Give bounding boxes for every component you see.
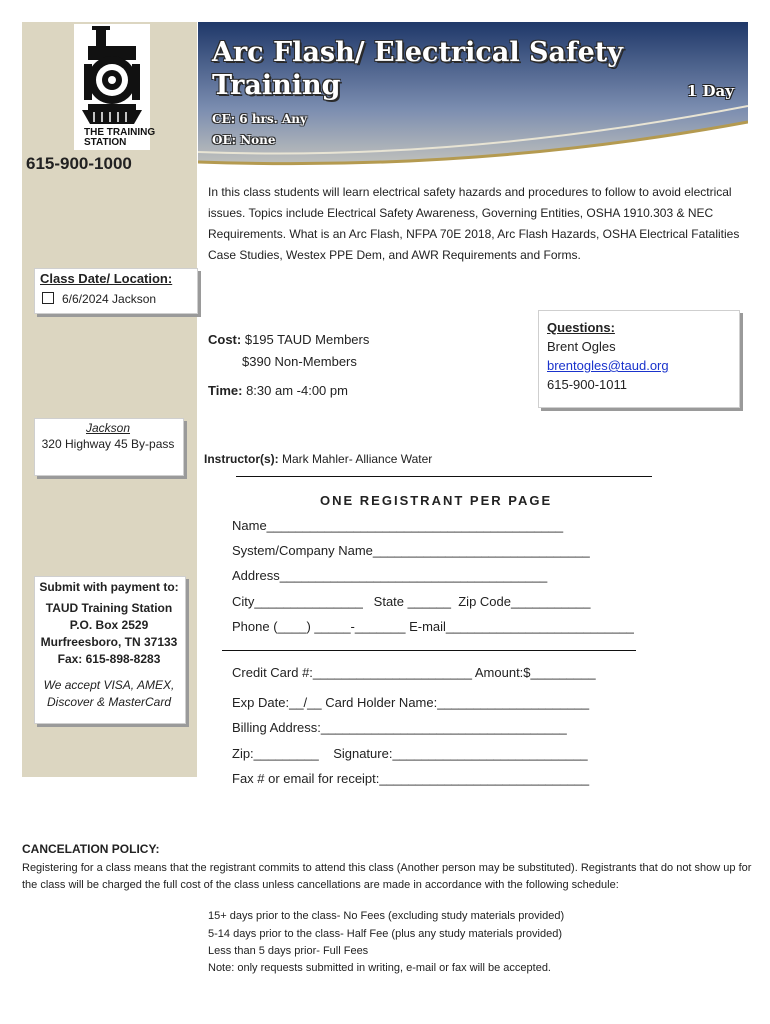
zip-signature-field[interactable]: Zip:_________ Signature:___________________________ bbox=[232, 746, 588, 761]
class-date-title: Class Date/ Location: bbox=[40, 271, 173, 286]
location-name: Jackson bbox=[85, 421, 131, 435]
registration-title: ONE REGISTRANT PER PAGE bbox=[320, 493, 553, 508]
divider bbox=[236, 476, 652, 477]
schedule-item: Less than 5 days prior- Full Fees bbox=[208, 945, 369, 957]
phone-email-field[interactable]: Phone (____) _____-_______ E-mail__________________________ bbox=[232, 619, 634, 634]
ce-hours: CE: 6 hrs. Any bbox=[212, 112, 307, 126]
contact-phone: 615-900-1011 bbox=[547, 377, 627, 392]
cost-members: Cost: $195 TAUD Members bbox=[208, 332, 370, 347]
fax-email-receipt-field[interactable]: Fax # or email for receipt:_____________________________ bbox=[232, 771, 590, 786]
submit-city: Murfreesboro, TN 37133 bbox=[40, 635, 178, 649]
questions-title: Questions: bbox=[547, 320, 615, 335]
name-field[interactable]: Name_________________________________________ bbox=[232, 518, 564, 533]
accepted-cards-line2: Discover & MasterCard bbox=[46, 695, 172, 709]
logo-text: THE TRAINING STATION bbox=[84, 127, 156, 148]
accepted-cards-line1: We accept VISA, AMEX, bbox=[43, 678, 175, 692]
duration-label: 1 Day bbox=[686, 82, 734, 100]
submit-pobox: P.O. Box 2529 bbox=[69, 618, 149, 632]
class-date-item[interactable]: 6/6/2024 Jackson bbox=[42, 292, 156, 306]
cost-non-members: $390 Non-Members bbox=[242, 354, 357, 369]
page-title: Arc Flash/ Electrical Safety Training bbox=[212, 37, 623, 101]
contact-name: Brent Ogles bbox=[547, 339, 616, 354]
billing-address-field[interactable]: Billing Address:__________________________________ bbox=[232, 720, 567, 735]
contact-email-link[interactable]: brentogles@taud.org bbox=[547, 358, 669, 373]
course-description: In this class students will learn electrical safety hazards and procedures to follow to avoid electrical issues. Topics include Electrical Safety Awareness, Governing Entities, OSHA 1910.303 & NEC Requirements. What is an Arc Flash, NFPA 70E 2018, Arc Flash Hazards, OSHA Electrical Fatalities Case Studies, Westex PPE Dem, and AWR Requirements and Forms. bbox=[208, 185, 740, 262]
instructor: Instructor(s): Mark Mahler- Alliance Water bbox=[204, 452, 433, 466]
cancellation-title: CANCELATION POLICY: bbox=[22, 842, 160, 856]
class-time: Time: 8:30 am -4:00 pm bbox=[208, 383, 348, 398]
city-state-zip-field[interactable]: City_______________ State ______ Zip Code___________ bbox=[232, 594, 591, 609]
cancellation-text: Registering for a class means that the registrant commits to attend this class (Another person may be substituted). Registrants that do not show up for the class will be charged the full cost of the class unless cancellations are made in accordance with the following schedule: bbox=[22, 862, 752, 891]
submit-org: TAUD Training Station bbox=[45, 601, 173, 615]
main-phone-number: 615-900-1000 bbox=[26, 154, 132, 173]
credit-card-field[interactable]: Credit Card #:______________________ Amount:$_________ bbox=[232, 665, 596, 680]
schedule-item: 5-14 days prior to the class- Half Fee (plus any study materials provided) bbox=[208, 928, 562, 940]
submit-title: Submit with payment to: bbox=[39, 580, 179, 594]
checkbox-icon[interactable] bbox=[42, 292, 54, 304]
schedule-item: Note: only requests submitted in writing, e-mail or fax will be accepted. bbox=[208, 962, 551, 974]
schedule-item: 15+ days prior to the class- No Fees (excluding study materials provided) bbox=[208, 910, 565, 922]
submit-fax: Fax: 615-898-8283 bbox=[57, 652, 161, 666]
company-field[interactable]: System/Company Name______________________________ bbox=[232, 543, 590, 558]
location-address: 320 Highway 45 By-pass bbox=[41, 437, 175, 451]
oe-hours: OE: None bbox=[212, 133, 276, 147]
address-field[interactable]: Address_____________________________________ bbox=[232, 568, 548, 583]
divider bbox=[222, 650, 636, 651]
exp-date-field[interactable]: Exp Date:__/__ Card Holder Name:_____________________ bbox=[232, 695, 590, 710]
